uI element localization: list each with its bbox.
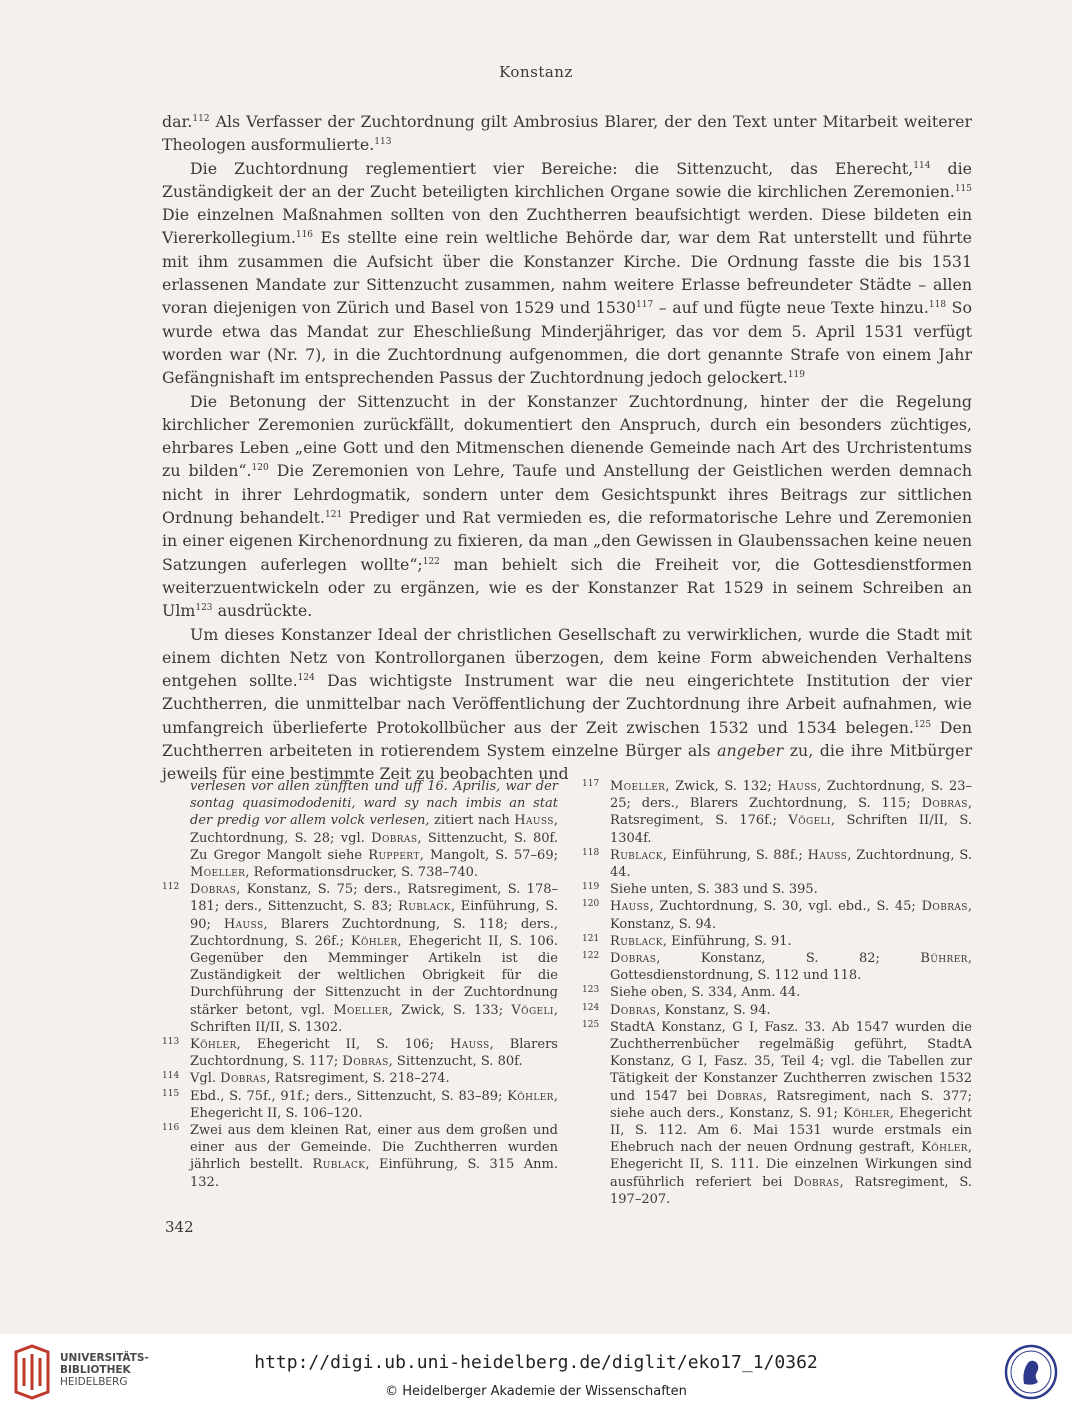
paragraph bbox=[162, 157, 972, 390]
author-name: Vögeli bbox=[511, 1002, 554, 1018]
footnote bbox=[582, 1019, 972, 1208]
text-run: , Reformationsdrucker, S. 738–740. bbox=[245, 865, 479, 881]
text-run: Das wichtigste Instrument war die neu eingerichtete Institution der vier Zuchtherren, die unmittelbar nach Veröffentlichung der Zuchtordnung ihre Arbeit aufnahmen, wie umfangreich überlieferte Protokollbücher aus der Zeit zwischen 1532 und 1534 belegen. bbox=[162, 671, 972, 737]
text-run: StadtA Konstanz, G I, Fasz. 33. Ab 1547 wurden die Zuchtherrenbücher regelmäßig geführt, StadtA Konstanz, G I, Fasz. 35, Teil 4; vgl. die Tabellen zur Tätigkeit der Konstanzer Zuchtherren zwischen 1532 und 1547 bei bbox=[610, 1019, 972, 1104]
footnote-number: 117 bbox=[582, 779, 600, 789]
text-run: , Sittenzucht, S. 80f. Zu Gregor Mangolt siehe bbox=[190, 830, 559, 863]
author-name: Dobras bbox=[371, 830, 418, 846]
text-run: man behielt sich die Freiheit vor, die Gottesdienstformen weiterzuentwickeln oder zu ergänzen, wie es der Konstanzer Rat 1529 in seinem Schreiben an Ulm bbox=[162, 554, 972, 621]
text-run: , Gottesdienstordnung, S. 112 und 118. bbox=[610, 951, 972, 984]
author-name: Rublack bbox=[398, 899, 451, 915]
library-name-line1: UNIVERSITÄTS- bbox=[60, 1352, 149, 1364]
footnote-number: 115 bbox=[162, 1088, 180, 1099]
text-run: , Zuchtordnung, S. 44. bbox=[610, 847, 972, 881]
italic-text: verlesen vor allen zünfften und uff 16. Aprilis, war der sontag quasimododeniti, ward sy nach imbis an stat der predig vor allem volck verlesen, bbox=[190, 779, 558, 829]
footnote bbox=[582, 778, 972, 847]
library-name-line2: BIBLIOTHEK bbox=[60, 1364, 131, 1376]
author-name: Dobras bbox=[342, 1054, 389, 1070]
text-run: , Einführung, S. 91. bbox=[662, 933, 792, 949]
author-name: Hauss bbox=[514, 813, 554, 829]
footnote-number: 112 bbox=[162, 882, 180, 893]
author-name: Moeller bbox=[610, 779, 666, 794]
author-name: Dobras bbox=[610, 951, 657, 967]
footnote-number: 123 bbox=[582, 985, 600, 996]
footnote bbox=[162, 881, 558, 1036]
text-run: , Konstanz, S. 82; bbox=[656, 951, 921, 967]
author-name: Dobras bbox=[921, 796, 968, 812]
text-run: Siehe oben, S. 334, Anm. 44. bbox=[610, 985, 801, 1001]
text-run: , Sittenzucht, S. 80f. bbox=[388, 1054, 523, 1070]
text-run: , Konstanz, S. 75; ders., Ratsregiment, S. 178–181; ders., Sittenzucht, S. 83; bbox=[190, 882, 558, 915]
footnote-ref: 124 bbox=[297, 673, 315, 684]
text-run: , Zuchtordnung, S. 28; vgl. bbox=[190, 813, 558, 846]
footnote-number: 119 bbox=[582, 882, 600, 893]
text-run: , Blarers Zuchtordnung, S. 118; ders., Zuchtordnung, S. 26f.; bbox=[190, 916, 559, 949]
footnote bbox=[582, 898, 972, 932]
text-run: , Ehegericht II, S. 112. Am 6. Mai 1531 wurde erstmals ein Ehebruch nach der neuen Ordnung gestraft, bbox=[610, 1105, 972, 1156]
text-run: , Zuchtordnung, S. 30, vgl. ebd., S. 45; bbox=[649, 899, 922, 915]
author-name: Rublack bbox=[610, 847, 663, 863]
text-run: , Konstanz, S. 94. bbox=[610, 899, 972, 932]
paragraph bbox=[162, 390, 972, 623]
footnote-number: 114 bbox=[162, 1071, 180, 1082]
italic-text: angeber bbox=[717, 741, 784, 761]
footnote bbox=[582, 933, 972, 950]
paragraph bbox=[162, 110, 972, 157]
text-run: , Ehegericht II, S. 106; bbox=[236, 1037, 450, 1053]
footnote-number: 120 bbox=[582, 899, 600, 910]
text-run: Ebd., S. 75f., 91f.; ders., Sittenzucht, S. 83–89; bbox=[190, 1088, 508, 1104]
author-name: Köhler bbox=[921, 1140, 968, 1156]
author-name: Dobras bbox=[921, 899, 968, 915]
footnote-number: 124 bbox=[582, 1002, 600, 1013]
footnote-ref: 125 bbox=[913, 719, 932, 730]
text-run: , Schriften II/II, S. 1302. bbox=[190, 1002, 558, 1035]
text-run: zu, die ihre Mitbürger jeweils für eine bestimmte Zeit zu beobachten und bbox=[162, 741, 973, 784]
footnote-ref: 116 bbox=[295, 230, 314, 241]
text-run: , Schriften II/II, S. 1304f. bbox=[610, 813, 972, 846]
footnote bbox=[582, 847, 972, 881]
footnote-ref: 112 bbox=[192, 114, 210, 124]
footnotes-right-column bbox=[582, 778, 972, 1208]
text-run: Den Zuchtherren arbeiteten in rotierendem System einzelne Bürger als bbox=[162, 717, 972, 761]
text-run: , Konstanz, S. 94. bbox=[656, 1002, 771, 1018]
author-name: Hauss bbox=[223, 916, 264, 932]
text-run: ausdrückte. bbox=[212, 601, 313, 621]
footnotes-left-column bbox=[162, 778, 558, 1208]
author-name: Hauss bbox=[610, 899, 650, 915]
author-name: Hauss bbox=[449, 1037, 490, 1053]
footnote-ref: 120 bbox=[251, 463, 269, 474]
text-run: Die einzelnen Maßnahmen sollten von den Zuchtherren beaufsichtigt werden. Diese bildeten ein Viererkollegium. bbox=[162, 205, 972, 248]
text-run: Siehe unten, S. 383 und S. 395. bbox=[610, 882, 818, 898]
text-run: , Einführung, S. 88f.; bbox=[662, 847, 808, 863]
footnote-ref: 122 bbox=[422, 556, 440, 567]
author-name: Dobras bbox=[716, 1088, 763, 1104]
author-name: Rublack bbox=[312, 1157, 366, 1173]
text-run: , Ratsregiment, S. 218–274. bbox=[266, 1071, 450, 1087]
text-run: Als Verfasser der Zuchtordnung gilt Ambrosius Blarer, der den Text unter Mitarbeit weiterer Theologen ausformulierte. bbox=[162, 112, 972, 155]
author-name: Dobras bbox=[220, 1071, 267, 1087]
library-name-line3: HEIDELBERG bbox=[60, 1376, 128, 1388]
footnote bbox=[582, 984, 972, 1001]
text-run: , Zwick, S. 132; bbox=[665, 779, 778, 794]
text-run: dar. bbox=[162, 112, 193, 131]
text-run: , Mangolt, S. 57–69; bbox=[419, 847, 558, 863]
text-run: , Ehegericht II, S. 106–120. bbox=[190, 1088, 558, 1121]
footnote-number: 125 bbox=[582, 1019, 600, 1030]
text-run: Die Betonung der Sittenzucht in der Konstanzer Zuchtordnung, hinter der die Regelung kirchlicher Zeremonien zurückfällt, dokumentiert den Anspruch, durch ein besonders züchtiges, ehrbares Leben „eine Gott und den Mitmenschen dienende Gemeinde nach Art des Urchristentums zu bilden“. bbox=[162, 391, 972, 481]
text-run: Zwei aus dem kleinen Rat, einer aus dem großen und einer aus der Gemeinde. Die Zuchtherren wurden jährlich bestellt. bbox=[190, 1123, 558, 1173]
paragraph bbox=[162, 623, 972, 786]
text-run: , Ehegericht II, S. 106. Gegenüber den Memminger Artikeln ist die Zuständigkeit der weltlichen Obrigkeit für die Durchführung der Sittenzucht in der Zuchtordnung stärker betont, vgl. bbox=[190, 933, 558, 1018]
author-name: Köhler bbox=[507, 1088, 554, 1104]
author-name: Bührer bbox=[920, 951, 968, 967]
author-name: Dobras bbox=[610, 1002, 657, 1018]
text-run: , Ratsregiment, S. 176f.; bbox=[610, 796, 972, 829]
running-head: Konstanz bbox=[499, 63, 573, 81]
permalink-url[interactable]: http://digi.ub.uni-heidelberg.de/diglit/eko17_1/0362 bbox=[254, 1352, 818, 1373]
footnote-ref: 115 bbox=[954, 183, 972, 194]
author-name: Köhler bbox=[843, 1105, 890, 1121]
footnote-number: 121 bbox=[582, 933, 600, 944]
text-run: , Ehegericht II, S. 111. Die einzelnen Wirkungen sind ausführlich referiert bei bbox=[610, 1140, 972, 1190]
body-text bbox=[162, 110, 972, 786]
footnote bbox=[162, 1036, 558, 1070]
author-name: Vögeli bbox=[788, 813, 831, 829]
text-run: , Zuchtordnung, S. 23–25; ders., Blarers Zuchtordnung, S. 115; bbox=[610, 779, 972, 812]
footnote-ref: 121 bbox=[325, 510, 343, 521]
author-name: Moeller bbox=[333, 1002, 389, 1018]
footnote-number: 122 bbox=[582, 951, 600, 962]
author-name: Moeller bbox=[190, 865, 246, 881]
text-run: Die Zeremonien von Lehre, Taufe und Anstellung der Geistlichen werden demnach nicht in ihrer Lehrdogmatik, sondern unter dem Gesichtspunkt ihres Beitrags zur sittlichen Ordnung behandelt. bbox=[162, 461, 973, 528]
footer-bar bbox=[0, 1334, 1072, 1411]
author-name: Rublack bbox=[610, 933, 663, 949]
text-run: , Zwick, S. 133; bbox=[388, 1002, 512, 1018]
footnote bbox=[582, 950, 972, 984]
footnote-number: 113 bbox=[162, 1037, 180, 1048]
text-run: Die Zuchtordnung reglementiert vier Bereiche: die Sittenzucht, das Eherecht, bbox=[190, 158, 914, 178]
text-run: , Ratsregiment, nach S. 377; siehe auch ders., Konstanz, S. 91; bbox=[610, 1088, 972, 1121]
text-run: Um dieses Konstanzer Ideal der christlichen Gesellschaft zu verwirklichen, wurde die Stadt mit einem dichten Netz von Kontrollorganen überzogen, dem keine Form abweichenden Verhaltens entgehen sollte. bbox=[162, 624, 972, 691]
footnote-ref: 118 bbox=[928, 300, 947, 311]
text-run: zitiert nach bbox=[429, 813, 515, 829]
footnote bbox=[162, 1070, 558, 1087]
author-name: Köhler bbox=[350, 933, 398, 949]
text-run: – auf und fügte neue Texte hinzu. bbox=[653, 298, 929, 318]
text-run: Vgl. bbox=[190, 1071, 221, 1087]
text-run: Prediger und Rat vermieden es, die reformatorische Lehre und Zeremonien in einer eigenen Kirchenordnung zu fixieren, da man „den Gewissen in Glaubenssachen keine neuen Satzungen auferlegen wollte“; bbox=[162, 508, 972, 574]
footnotes bbox=[162, 778, 972, 1208]
footnote-ref: 114 bbox=[913, 160, 931, 171]
text-run: die Zuständigkeit der an der Zucht beteiligten kirchlichen Organe sowie die kirchlichen Zeremonien. bbox=[162, 158, 972, 201]
author-name: Hauss bbox=[777, 779, 818, 794]
author-name: Dobras bbox=[190, 882, 237, 898]
text-run: Es stellte eine rein weltliche Behörde dar, war dem Rat unterstellt und führte mit ihm zusammen die Aufsicht über die Konstanzer Kirche. Die Ordnung fasste die bis 1531 erlassenen Mandate zur Sittenzucht zusammen, nahm weitere Erlasse befreundeter Städte – allen voran diejenigen von Zürich und Basel von 1529 und 1530 bbox=[162, 228, 972, 318]
author-name: Dobras bbox=[793, 1174, 840, 1190]
author-name: Hauss bbox=[807, 847, 848, 863]
footnote-ref: 119 bbox=[787, 370, 805, 381]
footnote bbox=[162, 778, 558, 881]
text-run: So wurde etwa das Mandat zur Eheschließung Minderjähriger, das vor dem 5. April 1531 verfügt worden war (Nr. 7), in die Zuchtordnung aufgenommen, die dort genannte Strafe von einem Jahr Gefängnishaft im entsprechenden Passus der Zuchtordnung jedoch gelockert. bbox=[162, 298, 972, 388]
author-name: Köhler bbox=[190, 1037, 237, 1053]
author-name: Ruppert bbox=[368, 847, 420, 863]
copyright-notice: © Heidelberger Akademie der Wissenschaften bbox=[385, 1384, 687, 1399]
footnote-ref: 123 bbox=[195, 603, 213, 614]
footnote bbox=[582, 1002, 972, 1019]
footnote bbox=[582, 881, 972, 898]
text-run: , Einführung, S. 90; bbox=[190, 899, 558, 932]
text-run: , Blarers Zuchtordnung, S. 117; bbox=[190, 1037, 558, 1070]
footnote bbox=[162, 1088, 558, 1122]
footnote bbox=[162, 1122, 558, 1191]
page-number: 342 bbox=[165, 1218, 194, 1236]
text-run: , Einführung, S. 315 Anm. 132. bbox=[190, 1157, 558, 1190]
footnote-ref: 117 bbox=[636, 300, 654, 311]
academy-seal-icon bbox=[1004, 1344, 1058, 1400]
footnote-number: 118 bbox=[582, 847, 600, 858]
text-run: , Ratsregiment, S. 197–207. bbox=[610, 1174, 972, 1207]
footnote-ref: 113 bbox=[374, 137, 392, 148]
footnote-number: 116 bbox=[162, 1123, 180, 1134]
